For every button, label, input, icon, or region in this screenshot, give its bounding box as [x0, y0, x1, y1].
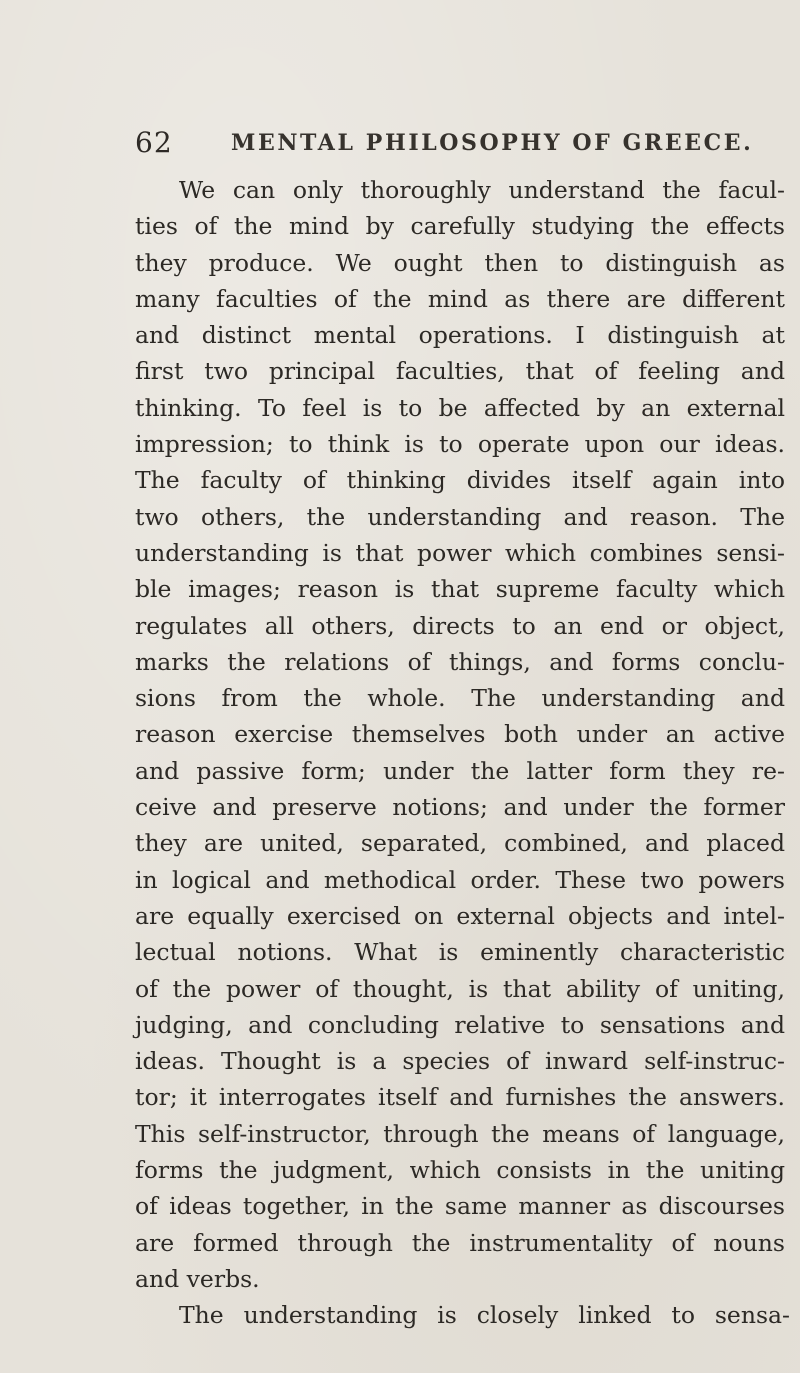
text-line: ceive and preserve notions; and under the former [135, 793, 785, 822]
text-line: and distinct mental operations. I distinguish at [135, 321, 785, 350]
text-line: The understanding is closely linked to sensa- [179, 1301, 790, 1330]
text-line: judging, and concluding relative to sensations and [135, 1010, 785, 1039]
text-line: lectual notions. What is eminently characteristic [135, 938, 785, 967]
text-line: of ideas together, in the same manner as discourses [135, 1192, 785, 1221]
text-line: and verbs. [135, 1264, 260, 1293]
text-line: many faculties of the mind as there are different [135, 284, 785, 313]
text-line: We can only thoroughly understand the facul- [179, 176, 785, 204]
text-line: of the power of thought, is that ability of uniting, [135, 974, 785, 1003]
text-line: first two principal faculties, that of feeling and [135, 357, 785, 386]
text-line: regulates all others, directs to an end or object, [135, 611, 785, 640]
text-line: ideas. Thought is a species of inward self-instruc- [135, 1047, 785, 1076]
text-line: two others, the understanding and reason. The [135, 502, 785, 531]
page-number: 62 [135, 126, 173, 159]
text-line: The faculty of thinking divides itself again into [135, 466, 785, 495]
text-line: ties of the mind by carefully studying the effects [135, 212, 785, 241]
text-line: marks the relations of things, and forms conclu- [135, 647, 785, 676]
text-line: sions from the whole. The understanding and [135, 684, 785, 713]
text-line: are equally exercised on external objects and intel- [135, 901, 785, 930]
text-line: and passive form; under the latter form they re- [135, 756, 785, 785]
text-line: are formed through the instrumentality of nouns [135, 1228, 785, 1257]
page-header [135, 126, 760, 160]
text-line: forms the judgment, which consists in the uniting [135, 1156, 785, 1185]
text-line: they produce. We ought then to distinguish as [135, 248, 785, 277]
body-text [135, 172, 790, 1334]
text-line: in logical and methodical order. These two powers [135, 865, 785, 894]
text-line: This self-instructor, through the means of language, [135, 1119, 785, 1148]
text-line: reason exercise themselves both under an active [135, 720, 785, 749]
text-line: understanding is that power which combines sensi- [135, 538, 785, 567]
text-line: they are united, separated, combined, and placed [135, 829, 785, 858]
text-line: tor; it interrogates itself and furnishes the answers. [135, 1083, 785, 1112]
text-line: thinking. To feel is to be affected by an external [135, 393, 785, 422]
text-line: ble images; reason is that supreme faculty which [135, 575, 785, 604]
running-head: MENTAL PHILOSOPHY OF GREECE. [231, 130, 754, 156]
text-line: impression; to think is to operate upon our ideas. [135, 430, 785, 459]
